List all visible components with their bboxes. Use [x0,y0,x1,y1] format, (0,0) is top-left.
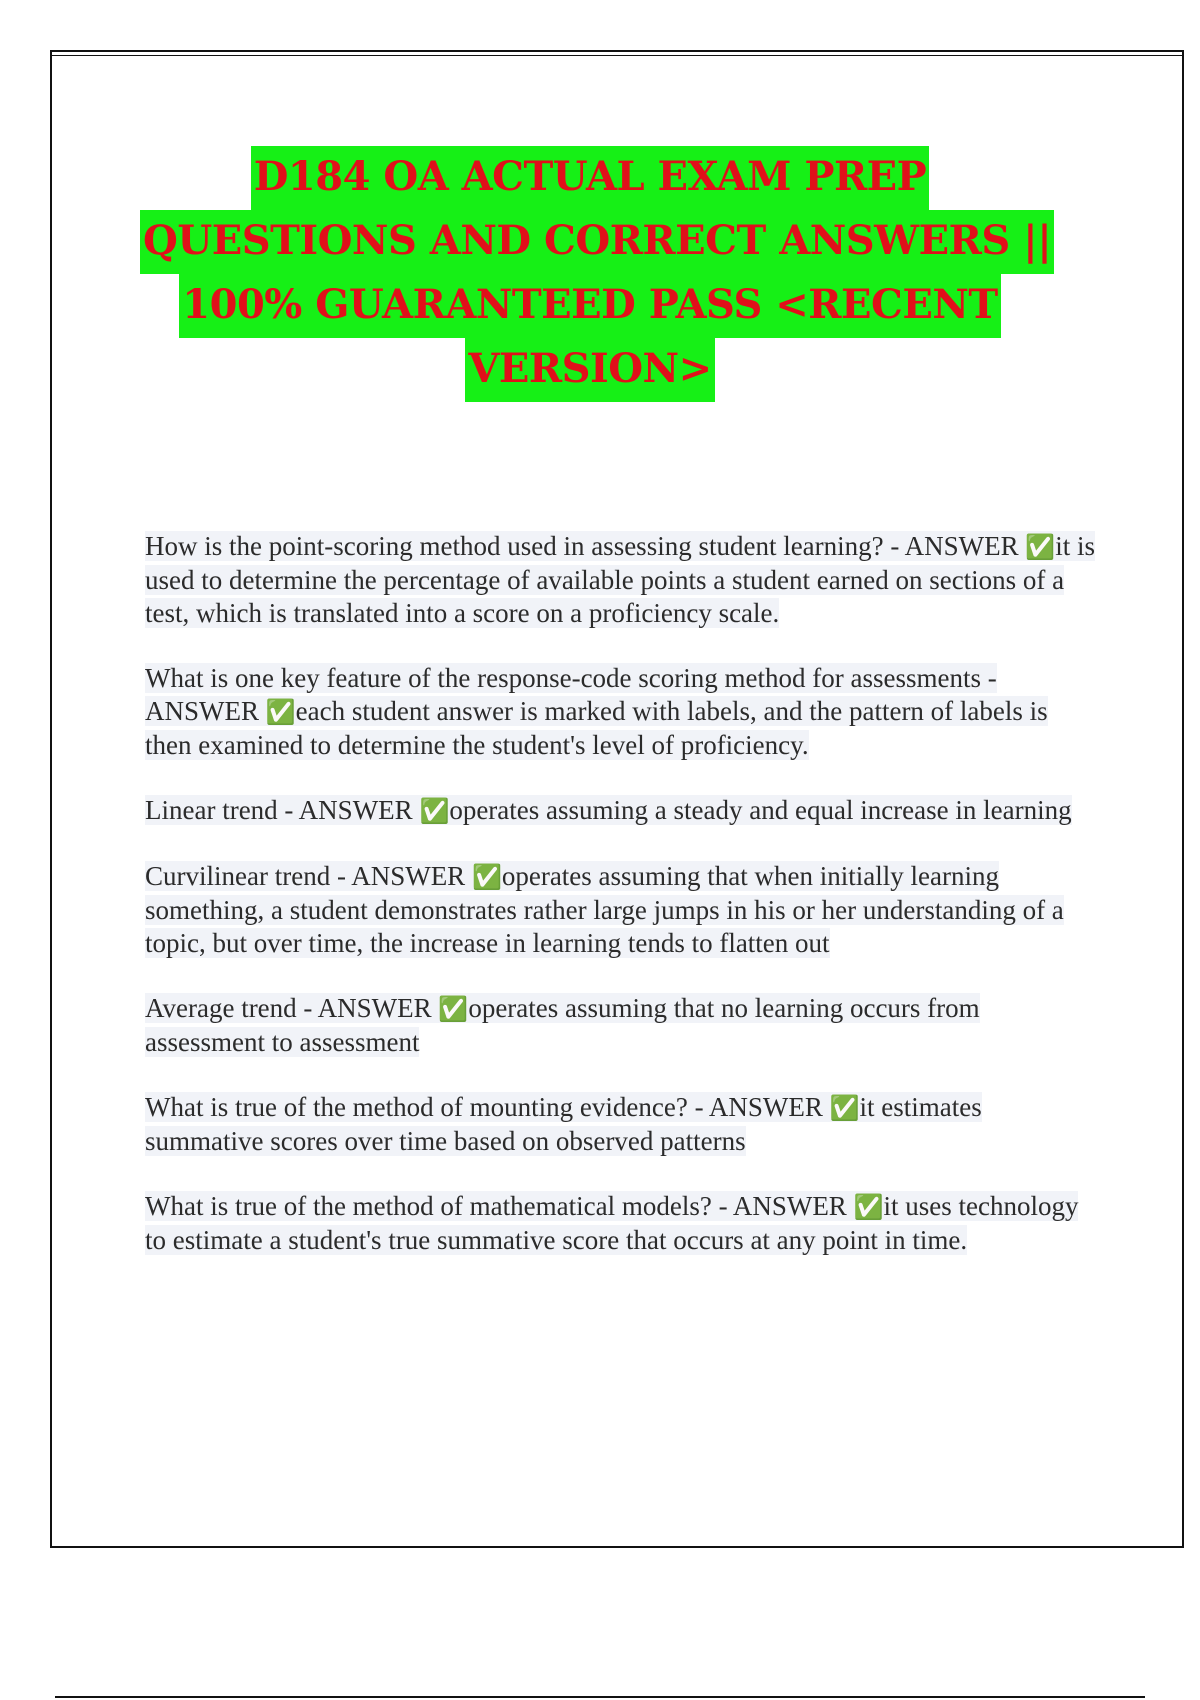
answer-text: it estimates summative scores over time based on observed patterns [145,1092,982,1156]
checkmark-icon: ✅ [853,1193,884,1221]
checkmark-icon: ✅ [438,995,469,1023]
qa-item [145,860,1100,960]
document-title [140,146,1052,402]
answer-text: each student answer is marked with labels, and the pattern of labels is then examined to determine the student's level of proficiency. [145,696,1048,760]
qa-item [145,662,1100,762]
checkmark-icon: ✅ [471,863,502,891]
question-text: How is the point-scoring method used in assessing student learning? - ANSWER [145,531,1019,561]
qa-item [145,1091,1100,1158]
bottom-border-rule [55,1696,1145,1698]
checkmark-icon: ✅ [829,1094,860,1122]
qa-item [145,1190,1100,1257]
answer-text: it uses technology to estimate a student's true summative score that occurs at any point in time. [145,1191,1079,1255]
question-text: Curvilinear trend - ANSWER [145,861,466,891]
answer-text: it is used to determine the percentage of available points a student earned on sections of a test, which is translated into a score on a proficiency scale. [145,531,1096,628]
qa-item [145,794,1100,828]
question-text: What is true of the method of mounting evidence? - ANSWER [145,1092,823,1122]
question-text: What is true of the method of mathematical models? - ANSWER [145,1191,847,1221]
qa-item [145,992,1100,1059]
checkmark-icon: ✅ [265,698,296,726]
qa-item [145,530,1100,630]
title-line: 100% GUARANTEED PASS <RECENT [179,274,1000,338]
title-line: QUESTIONS AND CORRECT ANSWERS || [140,210,1054,274]
answer-text: operates assuming a steady and equal increase in learning [449,795,1072,825]
qa-list [145,530,1100,1289]
checkmark-icon: ✅ [419,797,450,825]
question-text: What is one key feature of the response-code scoring method for assessments - ANSWER [145,663,997,726]
title-line: VERSION> [465,338,714,402]
checkmark-icon: ✅ [1025,533,1056,561]
title-line: D184 OA ACTUAL EXAM PREP [251,146,930,210]
question-text: Average trend - ANSWER [145,993,432,1023]
question-text: Linear trend - ANSWER [145,795,413,825]
answer-text: operates assuming that no learning occurs from assessment to assessment [145,993,980,1057]
answer-text: operates assuming that when initially learning something, a student demonstrates rather large jumps in his or her understanding of a topic, but over time, the increase in learning tends to flatten out [145,861,1064,958]
